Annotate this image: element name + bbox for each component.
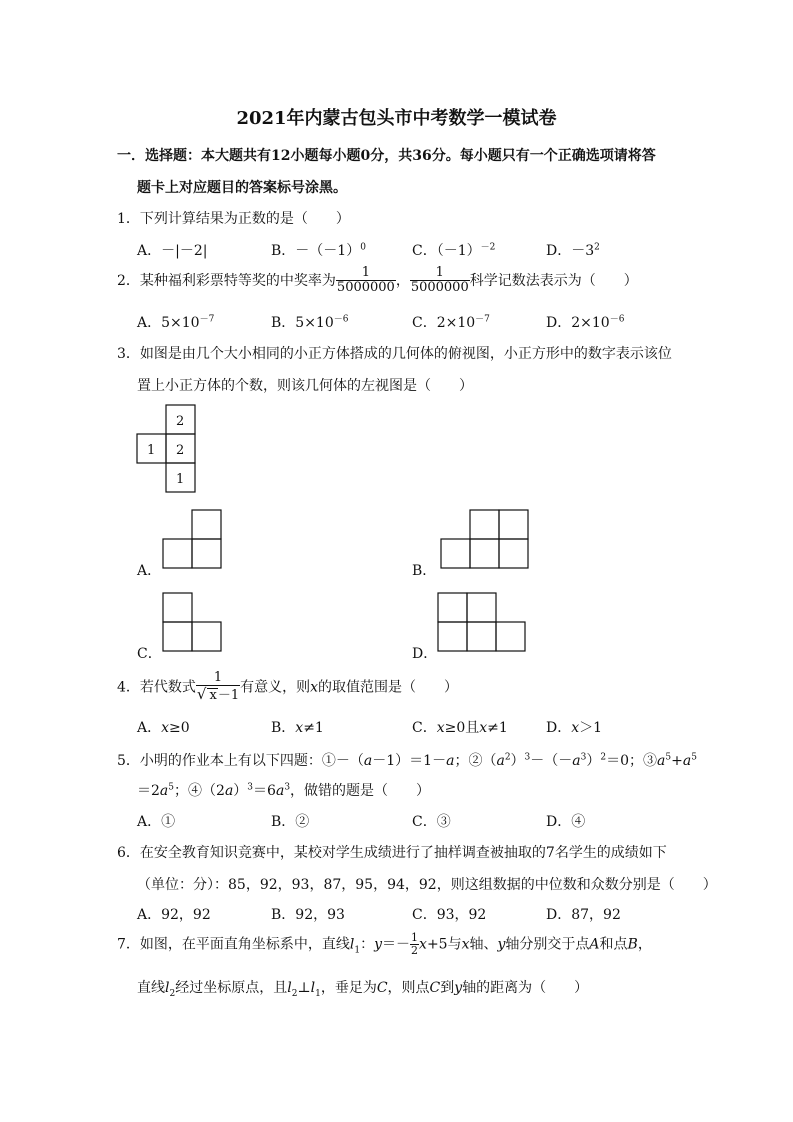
q2-option-d: D．$2\times 10^{-6}$ (546, 314, 625, 331)
q7-stem-line2: 直线$l_2$经过坐标原点，且$l_2\perp l_1$，垂足为C，则点C到y轴的距离为（ ） (137, 980, 589, 999)
q7-stem-line1: 7．如图，在平面直角坐标系中，直线$l_1$：y＝－ $\frac{1}{2}$ x+5与x轴、y轴分别交于点A和点B， (117, 931, 652, 958)
q5-option-c: C．③ (412, 814, 451, 830)
section-header-line2: 题卡上对应题目的答案标号涂黑。 (137, 180, 347, 196)
q5-stem-line2: $=2a^5$；$④(2a)^3=6a^3$，做错的题是（ ） (137, 782, 431, 799)
q4-option-d: D．x＞1 (546, 720, 603, 736)
q7-fraction: $\frac{1}{2}$ (411, 931, 419, 958)
q3-option-a-label: A． (137, 563, 162, 579)
q2-fraction-1: $\frac{1}{5000000}$ (336, 265, 395, 296)
q1-option-c: C．$(-1)^{-2}$ (412, 242, 496, 259)
q2-stem: 2．某种福利彩票特等奖的中奖率为 $\frac{1}{5000000}$ ， $\frac{1}{5000000}$ 科学记数法表示为（ ） (117, 265, 638, 296)
q3-option-c-figure (162, 592, 224, 654)
q3-stem-line2: 置上小正方体的个数，则该几何体的左视图是（ ） (137, 378, 473, 394)
q1-option-b: B．$-(-1)^0$ (271, 242, 366, 259)
q3-grid-number: 2 (176, 443, 185, 458)
exam-title: 2021年内蒙古包头市中考数学一模试卷 (236, 108, 557, 129)
q2-fraction-2: $\frac{1}{5000000}$ (410, 265, 469, 296)
q4-fraction: $\frac{1}{√ x-1}$ (196, 670, 240, 704)
q2-option-c: C．$2\times 10^{-7}$ (412, 314, 490, 331)
q6-option-a: A．92，92 (137, 907, 211, 923)
q3-option-b-label: B． (412, 563, 437, 579)
q3-option-c-label: C． (137, 646, 162, 662)
q4-option-b: B．x≠1 (271, 720, 324, 736)
q1-option-d: D．$-3^2$ (546, 242, 600, 259)
q3-grid-number: 2 (176, 414, 185, 429)
q4-option-c: C．x≥0且x≠1 (412, 720, 508, 736)
q3-top-view-figure (136, 404, 200, 496)
q4-stem: 4．若代数式 $\frac{1}{√ x-1}$ 有意义，则x的取值范围是（ ） (117, 670, 459, 704)
q1-option-a: A．－|－2| (137, 243, 208, 259)
q3-option-a-figure (162, 509, 224, 571)
q4-option-a: A．x≥0 (137, 720, 190, 736)
q5-option-a: A．① (137, 814, 176, 830)
q5-stem-line1: 5．小明的作业本上有以下四题：①－（a－1）＝1－a；$②(a^2)^3-(-a^3)^2=0$；$③a^5+a^5$ (117, 752, 697, 769)
q3-option-d-figure (437, 592, 529, 654)
q3-stem-line1: 3．如图是由几个大小相同的小正方体搭成的几何体的俯视图，小正方形中的数字表示该位 (117, 346, 672, 362)
q2-option-b: B．$5\times 10^{-6}$ (271, 314, 349, 331)
q6-option-c: C．93，92 (412, 907, 487, 923)
q3-option-d-label: D． (412, 646, 438, 662)
q3-option-b-figure (440, 509, 532, 571)
q6-option-d: D．87，92 (546, 907, 621, 923)
q6-stem-line1: 6．在安全教育知识竞赛中，某校对学生成绩进行了抽样调查被抽取的7名学生的成绩如下 (117, 845, 667, 861)
q6-option-b: B．92，93 (271, 907, 345, 923)
q3-grid-number: 1 (147, 443, 156, 458)
q2-option-a: A．$5\times 10^{-7}$ (137, 314, 215, 331)
q3-grid-number: 1 (176, 472, 185, 487)
q1-stem: 1．下列计算结果为正数的是（ ） (117, 211, 350, 227)
q5-option-b: B．② (271, 814, 310, 830)
q5-option-d: D．④ (546, 814, 586, 830)
section-header-line1: 一．选择题：本大题共有12小题每小题0分，共36分。每小题只有一个正确选项请将答 (117, 148, 656, 164)
q6-stem-line2: （单位：分）：85，92，93，87，95，94，92，则这组数据的中位数和众数分别是（ ） (137, 877, 717, 893)
